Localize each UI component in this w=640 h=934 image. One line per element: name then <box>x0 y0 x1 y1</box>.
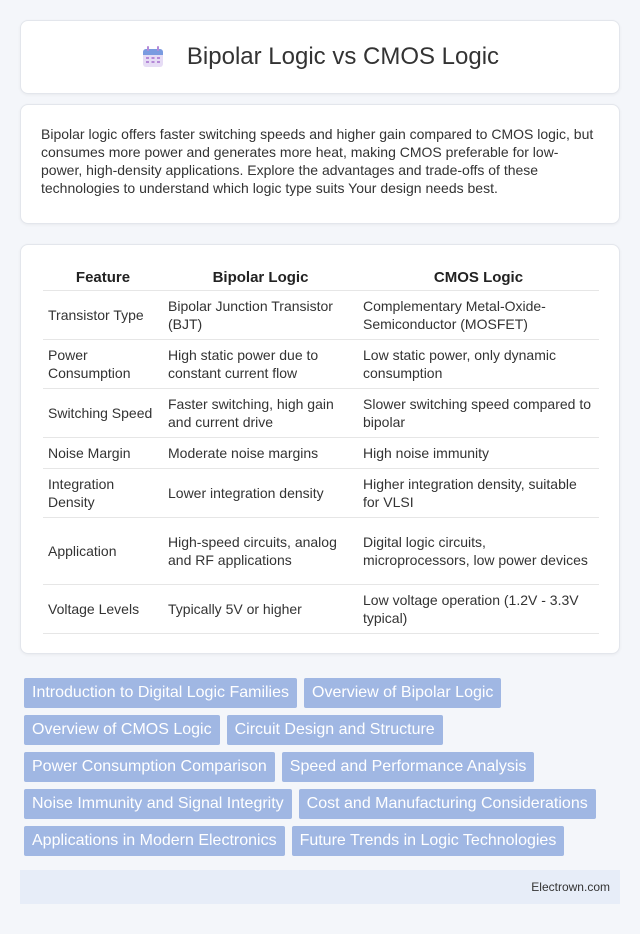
header-bipolar: Bipolar Logic <box>163 265 358 291</box>
table-cell: Slower switching speed compared to bipolar <box>358 389 599 438</box>
table-cell: Integration Density <box>43 469 163 518</box>
tag-row <box>24 826 624 856</box>
intro-paragraph: Bipolar logic offers faster switching speeds and higher gain compared to CMOS logic, but consumes more power and generates more heat, making CMOS preferable for low-power, high-density applications. Explore the advantages and trade-offs of these technologies to understand which logic type suits Your design needs best. <box>41 126 594 196</box>
tag-intro-digital-logic[interactable]: Introduction to Digital Logic Families <box>24 678 297 708</box>
table-cell: Noise Margin <box>43 438 163 469</box>
header-cmos: CMOS Logic <box>358 265 599 291</box>
table-cell: Bipolar Junction Transistor (BJT) <box>163 291 358 340</box>
table-cell: Digital logic circuits, microprocessors, low power devices <box>358 518 599 585</box>
table-cell: High noise immunity <box>358 438 599 469</box>
tag-row <box>24 789 624 819</box>
table-row <box>43 291 599 340</box>
table-row <box>43 438 599 469</box>
tag-cost-manufacturing[interactable]: Cost and Manufacturing Considerations <box>299 789 596 819</box>
table-row <box>43 389 599 438</box>
footer <box>20 870 620 904</box>
tag-future-trends[interactable]: Future Trends in Logic Technologies <box>292 826 565 856</box>
table-row <box>43 585 599 634</box>
title-card <box>20 20 620 94</box>
tag-overview-bipolar[interactable]: Overview of Bipolar Logic <box>304 678 501 708</box>
tag-applications[interactable]: Applications in Modern Electronics <box>24 826 285 856</box>
table-row <box>43 518 599 585</box>
tag-speed-performance[interactable]: Speed and Performance Analysis <box>282 752 535 782</box>
comparison-table <box>43 265 599 634</box>
table-cell: Application <box>43 518 163 585</box>
table-cell: Switching Speed <box>43 389 163 438</box>
table-cell: Transistor Type <box>43 291 163 340</box>
related-topics <box>24 678 624 863</box>
intro-card <box>20 104 620 224</box>
table-cell: High-speed circuits, analog and RF applications <box>163 518 358 585</box>
comparison-card <box>20 244 620 654</box>
table-cell: Typically 5V or higher <box>163 585 358 634</box>
table-cell: Voltage Levels <box>43 585 163 634</box>
calendar-icon <box>141 45 165 69</box>
table-cell: Complementary Metal-Oxide-Semiconductor (MOSFET) <box>358 291 599 340</box>
table-cell: Higher integration density, suitable for VLSI <box>358 469 599 518</box>
header-feature: Feature <box>43 265 163 291</box>
tag-row <box>24 752 624 782</box>
table-cell: Low static power, only dynamic consumption <box>358 340 599 389</box>
table-cell: Power Consumption <box>43 340 163 389</box>
table-cell: Low voltage operation (1.2V - 3.3V typical) <box>358 585 599 634</box>
table-cell: Lower integration density <box>163 469 358 518</box>
table-row <box>43 469 599 518</box>
tag-row <box>24 678 624 708</box>
table-header-row <box>43 265 599 291</box>
table-cell: High static power due to constant current flow <box>163 340 358 389</box>
tag-overview-cmos[interactable]: Overview of CMOS Logic <box>24 715 220 745</box>
table-cell: Moderate noise margins <box>163 438 358 469</box>
page-title: Bipolar Logic vs CMOS Logic <box>186 43 500 70</box>
table-row <box>43 340 599 389</box>
tag-power-consumption[interactable]: Power Consumption Comparison <box>24 752 275 782</box>
tag-row <box>24 715 624 745</box>
tag-circuit-design[interactable]: Circuit Design and Structure <box>227 715 443 745</box>
footer-brand: Electrown.com <box>531 880 610 894</box>
table-cell: Faster switching, high gain and current drive <box>163 389 358 438</box>
tag-noise-immunity[interactable]: Noise Immunity and Signal Integrity <box>24 789 292 819</box>
